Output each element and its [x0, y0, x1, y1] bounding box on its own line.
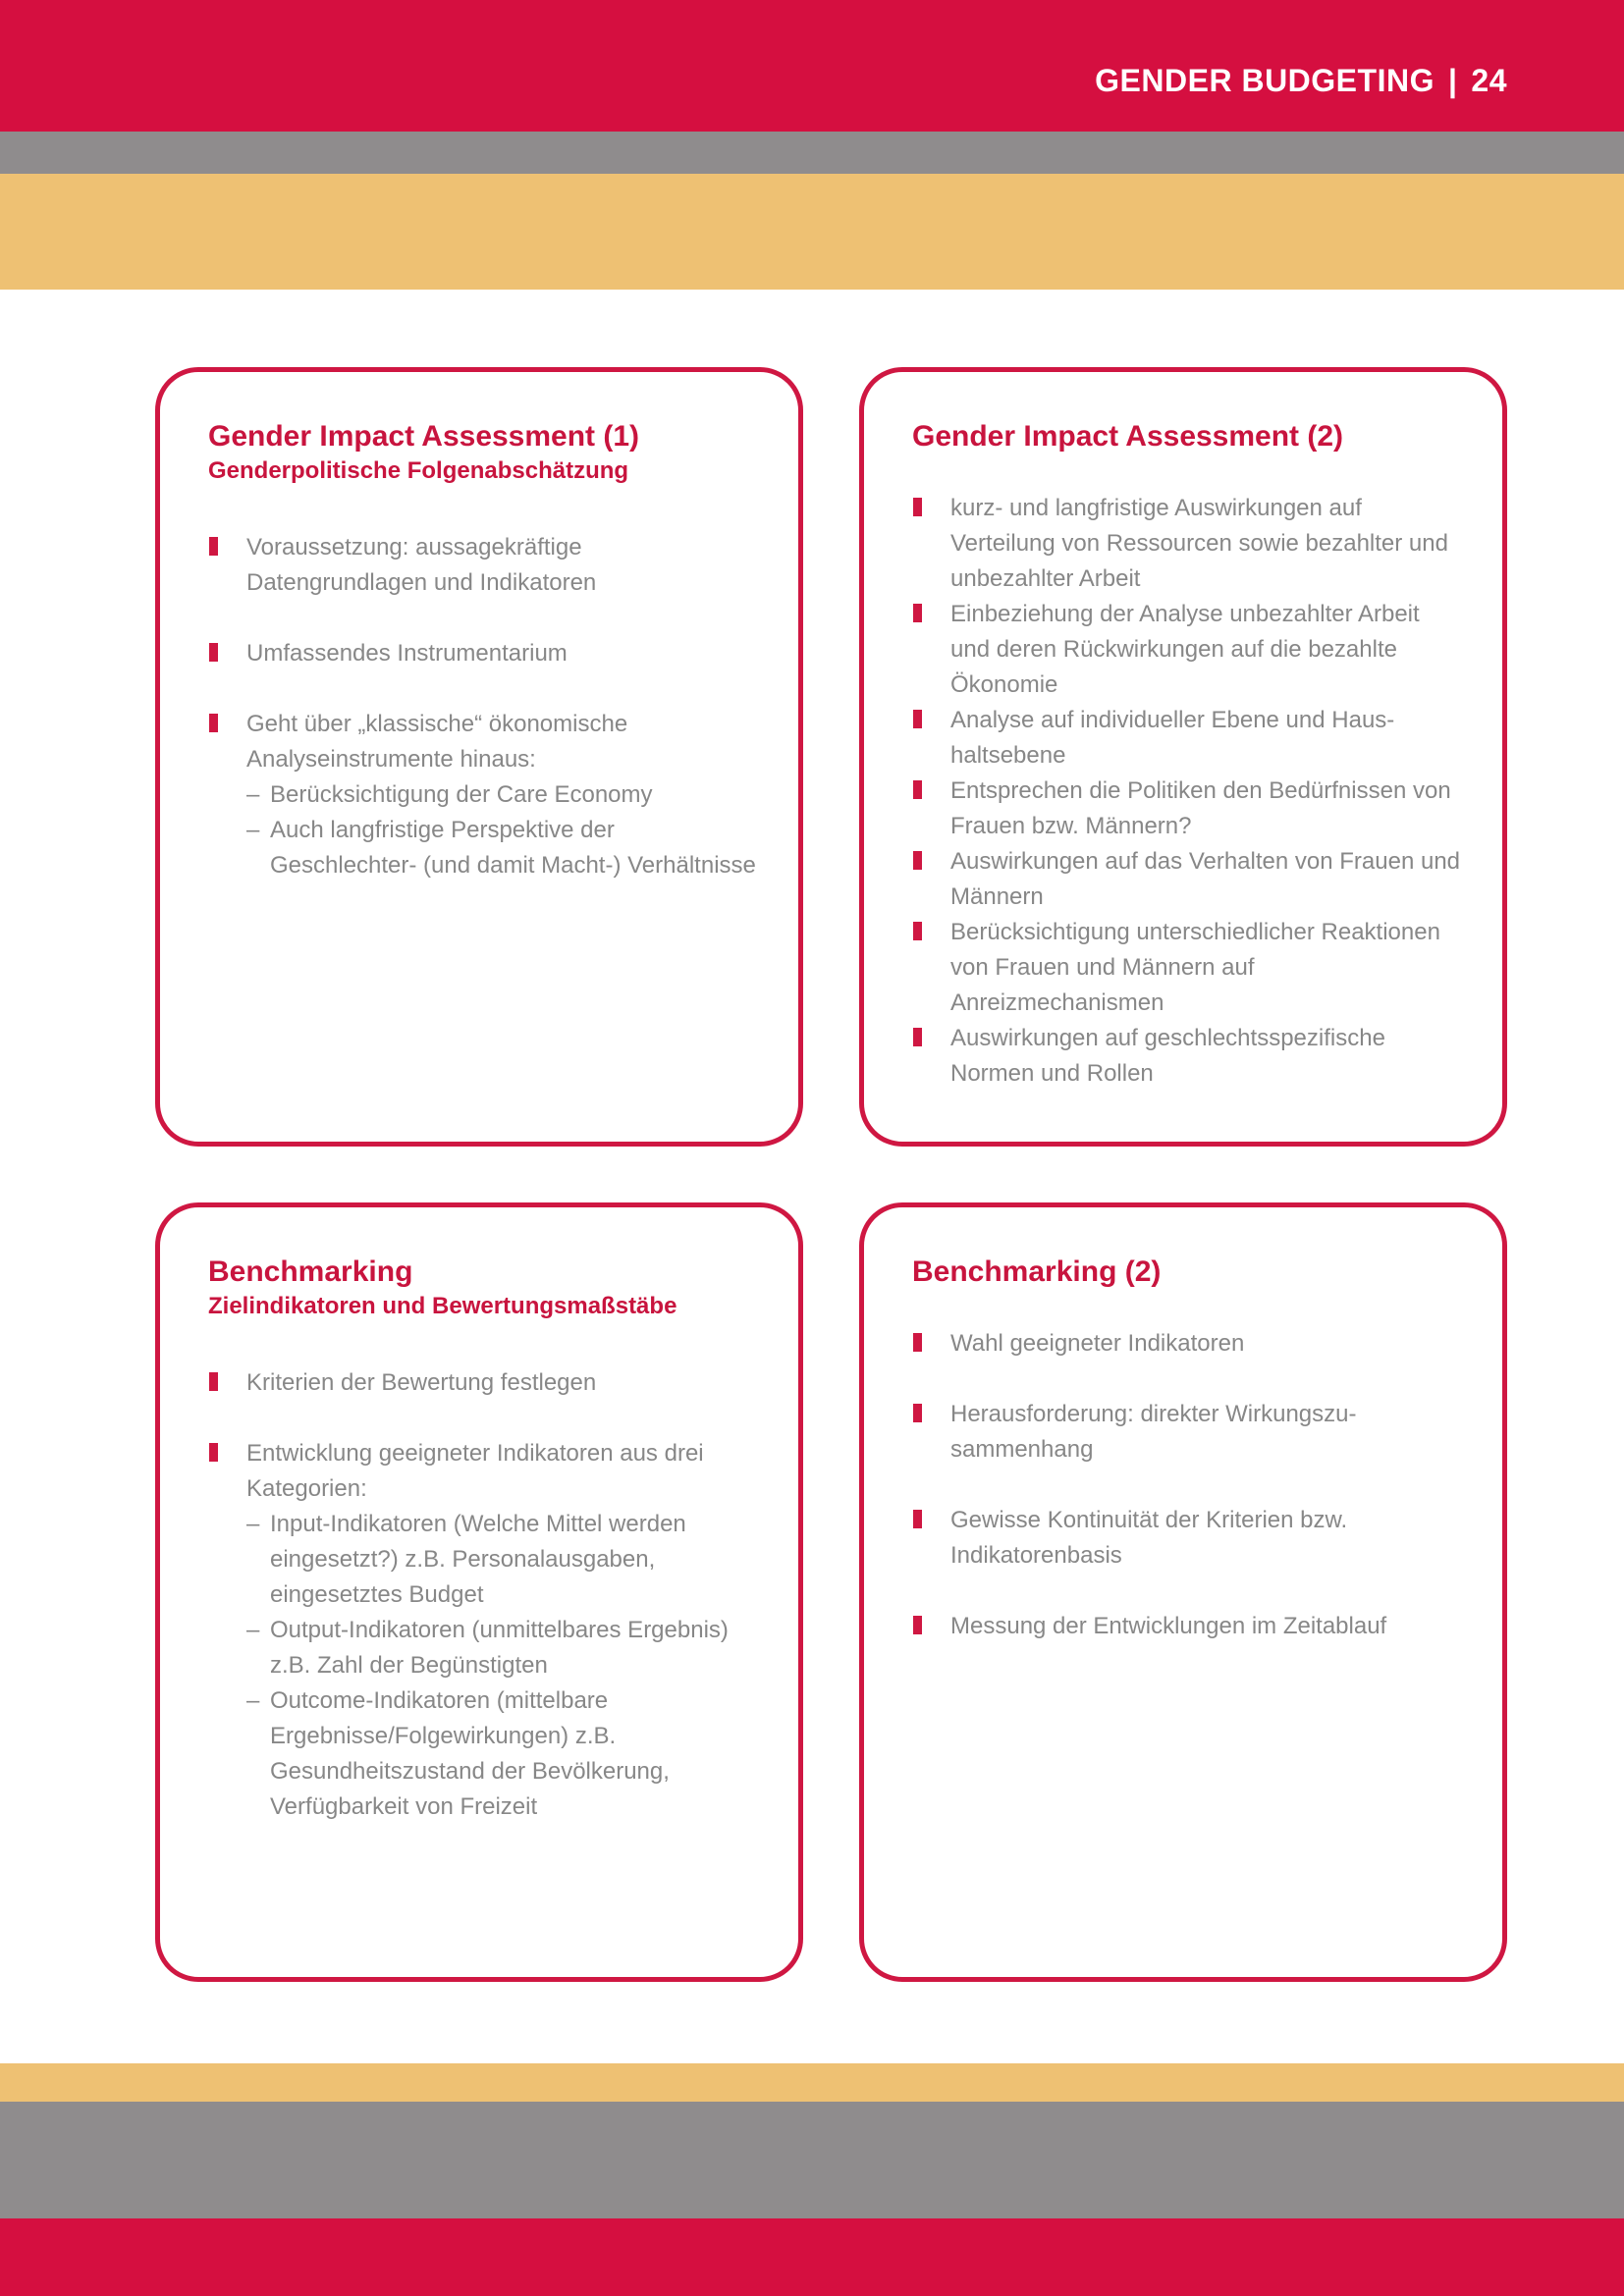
- list-item-text: Kriterien der Bewertung festlegen: [246, 1369, 597, 1396]
- list-item-text: Voraussetzung: aussagekräftige Datengrundlagen und Indikatoren: [246, 534, 597, 596]
- list-item-text: Umfassendes Instrumentarium: [246, 640, 568, 667]
- running-header-title: GENDER BUDGETING: [1095, 63, 1435, 98]
- header-yellow-band: [0, 174, 1624, 290]
- list-item: [912, 844, 1463, 915]
- bullet-list: [208, 1365, 759, 1825]
- dash-icon: –: [246, 1617, 260, 1643]
- list-item: [912, 1609, 1463, 1644]
- bullet-marker-icon: [913, 1404, 922, 1422]
- page-number: 24: [1471, 63, 1507, 98]
- bullet-marker-icon: [913, 1616, 922, 1634]
- card-title: Gender Impact Assessment (2): [912, 420, 1344, 453]
- bullet-list: [912, 491, 1463, 1092]
- list-item-text: Analyse auf individueller Ebene und Haus-haltsebene: [950, 707, 1395, 769]
- list-item: [912, 1503, 1463, 1574]
- list-item-text: Entsprechen die Politiken den Bedürfnissen von Frauen bzw. Männern?: [950, 777, 1451, 839]
- card-content: [912, 418, 1463, 1092]
- list-item: [912, 597, 1463, 703]
- running-header-separator: |: [1447, 63, 1458, 98]
- sub-list-item-text: Output-Indikatoren (unmittelbares Ergebnis) z.B. Zahl der Begünstigten: [270, 1617, 729, 1679]
- bullet-marker-icon: [209, 537, 218, 556]
- dash-icon: –: [246, 1511, 260, 1537]
- list-item: [912, 491, 1463, 597]
- list-item-text: kurz- und langfristige Auswirkungen auf Verteilung von Ressourcen sowie bezahlter und unbezahlter Arbeit: [950, 495, 1448, 592]
- sub-list-item: [246, 1683, 759, 1825]
- sub-list: [246, 1507, 759, 1825]
- card-title: Benchmarking: [208, 1255, 413, 1288]
- bullet-list: [912, 1326, 1463, 1644]
- list-item: [912, 1326, 1463, 1362]
- sub-list-item: [246, 777, 759, 813]
- bullet-marker-icon: [913, 604, 922, 622]
- bullet-marker-icon: [913, 780, 922, 799]
- card-subtitle: Genderpolitische Folgenabschätzung: [208, 457, 629, 484]
- bullet-marker-icon: [209, 1443, 218, 1462]
- dash-icon: –: [246, 1687, 260, 1714]
- footer-grey-band: [0, 2102, 1624, 2218]
- header-grey-band: [0, 132, 1624, 174]
- bullet-marker-icon: [913, 922, 922, 940]
- bullet-list: [208, 530, 759, 883]
- list-item-text: Herausforderung: direkter Wirkungszu-sammenhang: [950, 1401, 1357, 1463]
- bullet-marker-icon: [913, 498, 922, 516]
- list-item: [208, 707, 759, 883]
- dash-icon: –: [246, 781, 260, 808]
- list-item: [912, 703, 1463, 774]
- list-item-text: Auswirkungen auf geschlechtsspezifische Normen und Rollen: [950, 1025, 1385, 1087]
- bullet-marker-icon: [913, 1028, 922, 1046]
- sub-list-item: [246, 1507, 759, 1613]
- sub-list-item-text: Berücksichtigung der Care Economy: [270, 781, 653, 808]
- card-content: [912, 1254, 1463, 1680]
- sub-list-item-text: Outcome-Indikatoren (mittelbare Ergebnisse/Folgewirkungen) z.B. Gesundheitszustand der Bevölkerung, Verfügbarkeit von Freizeit: [270, 1687, 670, 1820]
- card-benchmarking: [155, 1202, 803, 1982]
- list-item-text: Auswirkungen auf das Verhalten von Frauen und Männern: [950, 848, 1461, 910]
- sub-list: [246, 777, 759, 883]
- bullet-marker-icon: [209, 714, 218, 732]
- list-item-text: Gewisse Kontinuität der Kriterien bzw. Indikatorenbasis: [950, 1507, 1348, 1569]
- card-title: Gender Impact Assessment (1): [208, 420, 640, 453]
- list-item-text: Einbeziehung der Analyse unbezahlter Arbeit und deren Rückwirkungen auf die bezahlte Ökonomie: [950, 601, 1420, 698]
- list-item-text: Messung der Entwicklungen im Zeitablauf: [950, 1613, 1387, 1639]
- card-title: Benchmarking (2): [912, 1255, 1162, 1288]
- card-benchmarking-2: [859, 1202, 1507, 1982]
- list-item-text: Wahl geeigneter Indikatoren: [950, 1330, 1245, 1357]
- card-content: [208, 1254, 759, 1860]
- bullet-marker-icon: [209, 643, 218, 662]
- list-item-text: Berücksichtigung unterschiedlicher Reaktionen von Frauen und Männern auf Anreizmechanismen: [950, 919, 1440, 1016]
- sub-list-item: [246, 1613, 759, 1683]
- list-item: [208, 636, 759, 671]
- sub-list-item-text: Auch langfristige Perspektive der Geschlechter- (und damit Macht-) Verhältnisse: [270, 817, 756, 879]
- list-item: [208, 530, 759, 601]
- footer-red-band: [0, 2218, 1624, 2296]
- bullet-marker-icon: [913, 1510, 922, 1528]
- list-item: [912, 1397, 1463, 1468]
- dash-icon: –: [246, 817, 260, 843]
- bullet-marker-icon: [913, 1333, 922, 1352]
- running-header: [1095, 63, 1507, 99]
- card-subtitle: Zielindikatoren und Bewertungsmaßstäbe: [208, 1293, 677, 1319]
- list-item: [208, 1365, 759, 1401]
- footer-yellow-band: [0, 2063, 1624, 2102]
- sub-list-item-text: Input-Indikatoren (Welche Mittel werden eingesetzt?) z.B. Personalausgaben, eingesetztes Budget: [270, 1511, 686, 1608]
- list-item: [912, 1021, 1463, 1092]
- list-item: [912, 774, 1463, 844]
- bullet-marker-icon: [913, 851, 922, 870]
- bullet-marker-icon: [209, 1372, 218, 1391]
- list-item-text: Entwicklung geeigneter Indikatoren aus drei Kategorien:: [246, 1440, 704, 1502]
- card-gender-impact-assessment-1: [155, 367, 803, 1147]
- list-item-text: Geht über „klassische“ ökonomische Analyseinstrumente hinaus:: [246, 711, 628, 773]
- list-item: [208, 1436, 759, 1825]
- bullet-marker-icon: [913, 710, 922, 728]
- sub-list-item: [246, 813, 759, 883]
- header-red-band: [0, 0, 1624, 132]
- card-gender-impact-assessment-2: [859, 367, 1507, 1147]
- card-content: [208, 418, 759, 919]
- list-item: [912, 915, 1463, 1021]
